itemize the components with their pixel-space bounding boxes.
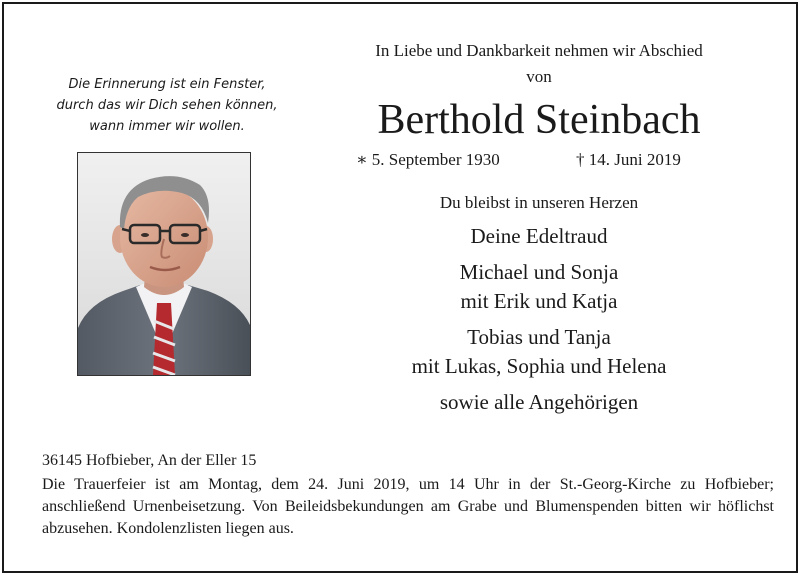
quote-line-3: wann immer wir wollen. [89,119,245,134]
farewell-intro [314,38,764,90]
intro-line-2: von [526,67,552,86]
memorial-quote [32,74,302,137]
remembrance-line: Du bleibst in unseren Herzen [439,193,639,212]
mourner-spouse: Deine Edeltraud [470,224,608,248]
quote-line-1: Die Erinnerung ist ein Fenster, [68,77,266,92]
mourner-family-2 [314,323,764,381]
family-2-line-1: Tobias und Tanja [467,325,611,349]
deceased-name: Berthold Steinbach [377,97,701,143]
family-1-line-1: Michael und Sonja [459,260,619,284]
portrait-image [78,153,250,375]
intro-line-1: In Liebe und Dankbarkeit nehmen wir Abschied [375,41,703,60]
birth-date: ∗ 5. September 1930 [356,150,500,169]
quote-line-2: durch das wir Dich sehen können, [56,98,278,113]
portrait-photo [77,152,251,376]
family-2-line-2: mit Lukas, Sophia und Helena [411,354,667,378]
ceremony-notice: Die Trauerfeier ist am Montag, dem 24. Juni 2019, um 14 Uhr in der St.-Georg-Kirche zu Hofbieber; anschließend Urnenbeisetzung. Von Beileidsbekundungen am Grabe und Blumenspenden bitten wir höflichst abzusehen. Kondolenzlisten liegen aus. [42,476,774,537]
mourner-family-1 [314,258,764,316]
mourner-others: sowie alle Angehörigen [439,390,639,414]
obituary-card [2,2,798,573]
family-address: 36145 Hofbieber, An der Eller 15 [42,452,257,469]
death-date: † 14. Juni 2019 [576,150,681,169]
family-1-line-2: mit Erik und Katja [460,289,618,313]
